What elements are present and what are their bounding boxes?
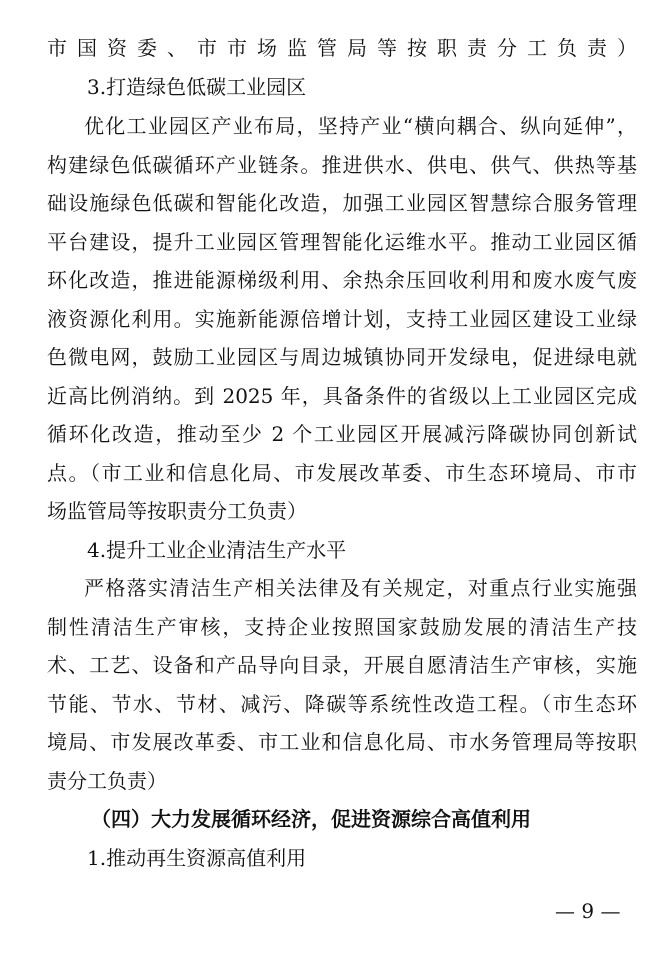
text-line: 制性清洁生产审核，支持企业按照国家鼓励发展的清洁生产技 [47, 615, 637, 639]
paragraph-first-line: 严格落实清洁生产相关法律及有关规定，对重点行业实施强 [84, 576, 637, 600]
text-line: 术、工艺、设备和产品导向目录，开展自愿清洁生产审核，实施 [47, 653, 637, 677]
page-number: — 9 — [555, 899, 621, 923]
text-line: 液资源化利用。实施新能源倍增计划，支持工业园区建设工业绿 [47, 307, 637, 331]
text-line: 点。（市工业和信息化局、市发展改革委、市生态环境局、市市 [47, 461, 637, 485]
text-line: 节能、节水、节材、减污、降碳等系统性改造工程。（市生态环 [47, 692, 637, 716]
text-line: 平台建设，提升工业园区管理智能化运维水平。推动工业园区循 [47, 230, 637, 254]
paragraph-first-line: 优化工业园区产业布局，坚持产业“横向耦合、纵向延伸”， [84, 114, 637, 138]
subsection-heading: 3.打造绿色低碳工业园区 [87, 75, 307, 99]
text-line: 市国资委、市市场监管局等按职责分工负责） [47, 36, 637, 60]
text-line: 循环化改造，推动至少 2 个工业园区开展减污降碳协同创新试 [47, 422, 637, 446]
subsection-heading: 4.提升工业企业清洁生产水平 [87, 538, 347, 562]
text-line: 构建绿色低碳循环产业链条。推进供水、供电、供气、供热等基 [47, 153, 637, 177]
text-line: 环化改造，推进能源梯级利用、余热余压回收利用和废水废气废 [47, 268, 637, 292]
section-heading: （四）大力发展循环经济，促进资源综合高值利用 [91, 807, 531, 831]
text-line: 责分工负责） [47, 769, 167, 793]
text-line: 场监管局等按职责分工负责） [47, 499, 307, 523]
text-line: 色微电网，鼓励工业园区与周边城镇协同开发绿电，促进绿电就 [47, 345, 637, 369]
text-line: 近高比例消纳。到 2025 年，具备条件的省级以上工业园区完成 [47, 384, 637, 408]
subsection-heading: 1.推动再生资源高值利用 [87, 846, 307, 870]
text-line: 础设施绿色低碳和智能化改造，加强工业园区智慧综合服务管理 [47, 191, 637, 215]
text-line: 境局、市发展改革委、市工业和信息化局、市水务管理局等按职 [47, 730, 637, 754]
